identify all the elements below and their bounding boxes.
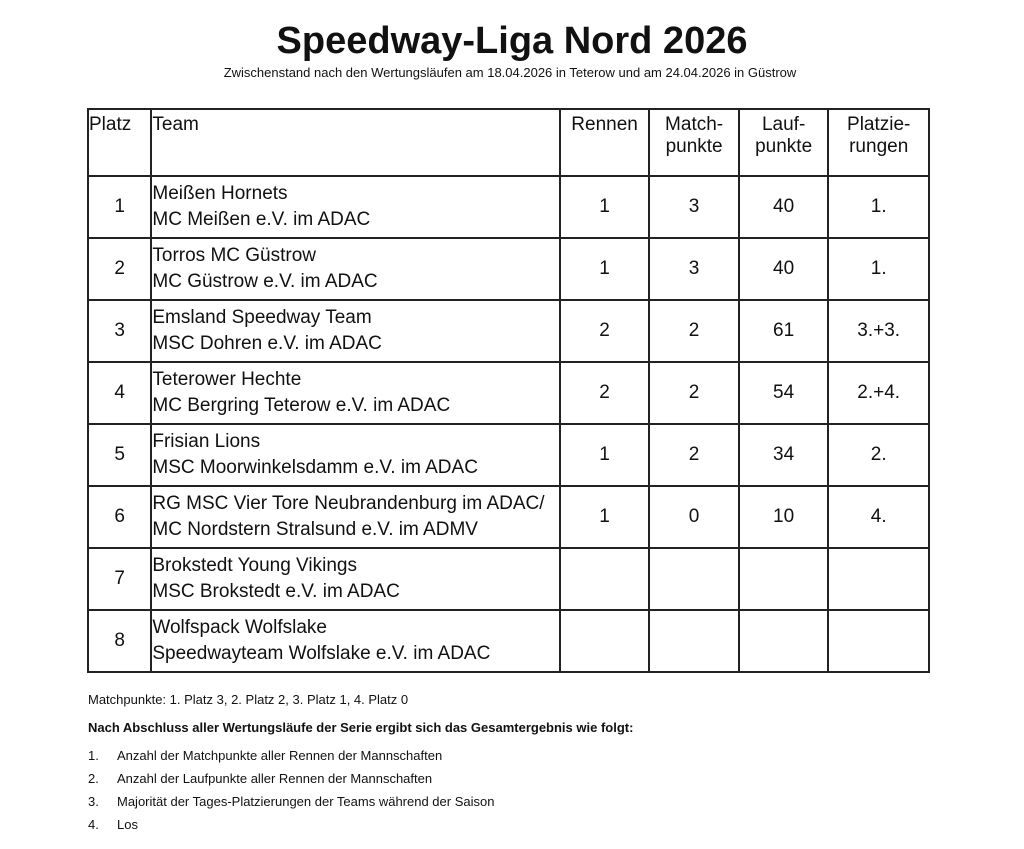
header-rennen-label: Rennen xyxy=(571,114,638,135)
header-matchpunkte xyxy=(649,109,739,176)
header-matchpunkte-line2: punkte xyxy=(665,136,723,157)
cell-platzierungen: 2.+4. xyxy=(828,362,929,424)
header-matchpunkte-line1: Match- xyxy=(665,114,724,135)
team-name: Meißen Hornets xyxy=(152,183,288,204)
cell-platz: 7 xyxy=(88,548,151,610)
club-name: MSC Moorwinkelsdamm e.V. im ADAC xyxy=(152,457,478,478)
cell-rennen: 1 xyxy=(560,424,650,486)
cell-platz: 1 xyxy=(88,176,151,238)
table-row xyxy=(88,238,929,300)
header-platzierungen-line1: Platzie- xyxy=(847,114,911,135)
rule-text: Los xyxy=(117,817,138,832)
table-row xyxy=(88,486,929,548)
cell-platz: 2 xyxy=(88,238,151,300)
table-row xyxy=(88,176,929,238)
cell-platz: 4 xyxy=(88,362,151,424)
cell-team xyxy=(151,300,559,362)
header-platz-label: Platz xyxy=(89,114,132,135)
cell-rennen xyxy=(560,610,650,672)
header-laufpunkte-line2: punkte xyxy=(755,136,813,157)
header-platz xyxy=(88,109,151,176)
table-row xyxy=(88,424,929,486)
cell-platz: 3 xyxy=(88,300,151,362)
cell-rennen xyxy=(560,548,650,610)
club-name: Speedwayteam Wolfslake e.V. im ADAC xyxy=(152,643,491,664)
page-subtitle: Zwischenstand nach den Wertungsläufen am 18.04.2026 in Teterow und am 24.04.2026 in Güstrow xyxy=(223,65,797,80)
cell-rennen: 2 xyxy=(560,362,650,424)
club-name: MC Bergring Teterow e.V. im ADAC xyxy=(152,395,451,416)
table-row xyxy=(88,362,929,424)
cell-matchpunkte xyxy=(649,610,739,672)
team-name: RG MSC Vier Tore Neubrandenburg im ADAC/ xyxy=(152,493,545,514)
cell-matchpunkte: 2 xyxy=(649,362,739,424)
rule-number: 4. xyxy=(88,817,99,832)
cell-platz: 5 xyxy=(88,424,151,486)
header-team-label: Team xyxy=(152,114,199,135)
cell-team xyxy=(151,238,559,300)
cell-team xyxy=(151,362,559,424)
rule-number: 2. xyxy=(88,771,99,786)
rule-text: Anzahl der Matchpunkte aller Rennen der Mannschaften xyxy=(117,748,443,763)
rules-list xyxy=(88,744,494,836)
cell-rennen: 1 xyxy=(560,486,650,548)
cell-platzierungen xyxy=(828,548,929,610)
cell-platzierungen: 1. xyxy=(828,176,929,238)
table-row xyxy=(88,548,929,610)
team-name: Emsland Speedway Team xyxy=(152,307,372,328)
rule-item xyxy=(88,767,494,790)
cell-team xyxy=(151,610,559,672)
cell-platz: 6 xyxy=(88,486,151,548)
header-platzierungen xyxy=(828,109,929,176)
club-name: MC Güstrow e.V. im ADAC xyxy=(152,271,378,292)
cell-platzierungen xyxy=(828,610,929,672)
club-name: MSC Brokstedt e.V. im ADAC xyxy=(152,581,400,602)
club-name: MSC Dohren e.V. im ADAC xyxy=(152,333,382,354)
cell-laufpunkte xyxy=(739,548,829,610)
header-rennen xyxy=(560,109,650,176)
table-header-row xyxy=(88,109,929,176)
cell-platzierungen: 1. xyxy=(828,238,929,300)
cell-rennen: 1 xyxy=(560,238,650,300)
club-name: MC Nordstern Stralsund e.V. im ADMV xyxy=(152,519,478,540)
rules-heading: Nach Abschluss aller Wertungsläufe der Serie ergibt sich das Gesamtergebnis wie folgt: xyxy=(88,720,634,735)
club-name: MC Meißen e.V. im ADAC xyxy=(152,209,371,230)
cell-team xyxy=(151,424,559,486)
cell-laufpunkte xyxy=(739,610,829,672)
page-title: Speedway-Liga Nord 2026 xyxy=(276,20,748,62)
rule-item xyxy=(88,790,494,813)
rule-number: 3. xyxy=(88,794,99,809)
cell-rennen: 1 xyxy=(560,176,650,238)
header-platzierungen-line2: rungen xyxy=(849,136,909,157)
rule-item xyxy=(88,813,494,836)
team-name: Frisian Lions xyxy=(152,431,261,452)
cell-laufpunkte: 40 xyxy=(739,176,829,238)
header-laufpunkte-line1: Lauf- xyxy=(761,114,806,135)
cell-laufpunkte: 34 xyxy=(739,424,829,486)
rule-number: 1. xyxy=(88,748,99,763)
cell-matchpunkte: 3 xyxy=(649,176,739,238)
cell-laufpunkte: 10 xyxy=(739,486,829,548)
table-row xyxy=(88,610,929,672)
team-name: Brokstedt Young Vikings xyxy=(152,555,357,576)
cell-platzierungen: 3.+3. xyxy=(828,300,929,362)
rule-item xyxy=(88,744,494,767)
cell-matchpunkte: 3 xyxy=(649,238,739,300)
cell-team xyxy=(151,548,559,610)
team-name: Wolfspack Wolfslake xyxy=(152,617,327,638)
cell-team xyxy=(151,486,559,548)
cell-laufpunkte: 54 xyxy=(739,362,829,424)
cell-matchpunkte: 0 xyxy=(649,486,739,548)
rule-text: Anzahl der Laufpunkte aller Rennen der Mannschaften xyxy=(117,771,433,786)
cell-matchpunkte: 2 xyxy=(649,300,739,362)
cell-matchpunkte xyxy=(649,548,739,610)
standings-table xyxy=(87,108,930,673)
header-laufpunkte xyxy=(739,109,829,176)
cell-platzierungen: 2. xyxy=(828,424,929,486)
matchpunkte-note: Matchpunkte: 1. Platz 3, 2. Platz 2, 3. Platz 1, 4. Platz 0 xyxy=(88,692,409,707)
cell-laufpunkte: 61 xyxy=(739,300,829,362)
cell-rennen: 2 xyxy=(560,300,650,362)
cell-laufpunkte: 40 xyxy=(739,238,829,300)
header-team xyxy=(151,109,559,176)
cell-team xyxy=(151,176,559,238)
cell-platz: 8 xyxy=(88,610,151,672)
rule-text: Majorität der Tages-Platzierungen der Teams während der Saison xyxy=(117,794,495,809)
team-name: Torros MC Güstrow xyxy=(152,245,317,266)
cell-platzierungen: 4. xyxy=(828,486,929,548)
cell-matchpunkte: 2 xyxy=(649,424,739,486)
table-row xyxy=(88,300,929,362)
team-name: Teterower Hechte xyxy=(152,369,302,390)
